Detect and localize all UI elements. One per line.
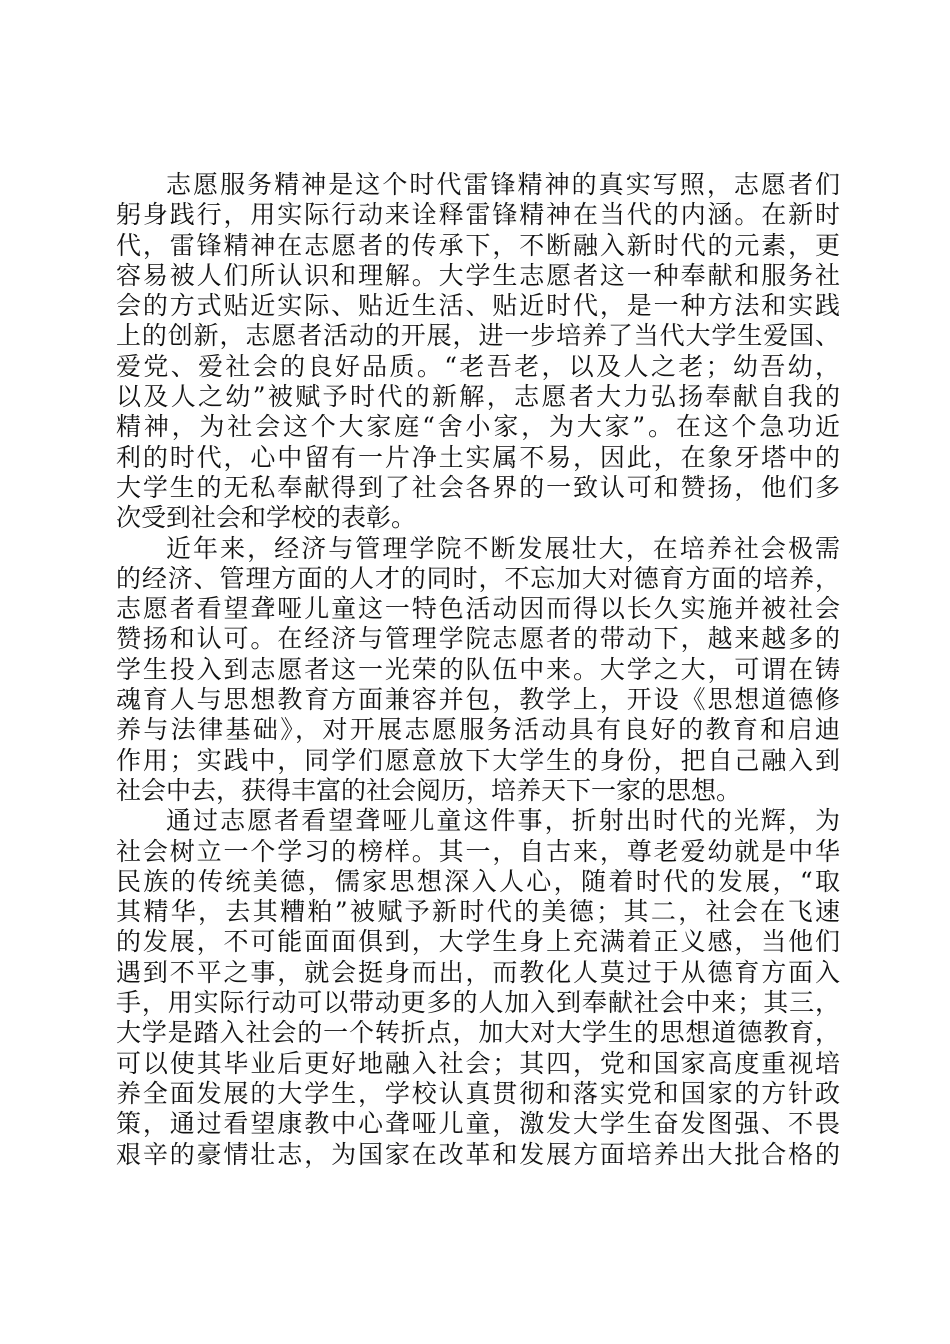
text-line: 养全面发展的大学生，学校认真贯彻和落实党和国家的方针政: [116, 1078, 840, 1108]
text-line: 志愿服务精神是这个时代雷锋精神的真实写照，志愿者们: [166, 170, 840, 199]
text-line: 精神，为社会这个大家庭“舍小家，为大家”。在这个急功近: [116, 412, 840, 442]
text-line: 的发展，不可能面面俱到，大学生身上充满着正义感，当他们: [116, 927, 840, 957]
text-line: 遇到不平之事，就会挺身而出，而教化人莫过于从德育方面入: [116, 957, 840, 987]
text-line: 代，雷锋精神在志愿者的传承下，不断融入新时代的元素，更: [116, 230, 840, 260]
paragraph-1: [116, 170, 840, 534]
text-line: 作用；实践中，同学们愿意放下大学生的身份，把自己融入到: [116, 745, 840, 775]
text-line: 社会中去，获得丰富的社会阅历，培养天下一家的思想。: [116, 775, 742, 805]
text-line: 学生投入到志愿者这一光荣的队伍中来。大学之大，可谓在铸: [116, 654, 840, 684]
paragraph-3: [116, 806, 840, 1170]
text-line: 近年来，经济与管理学院不断发展壮大，在培养社会极需: [166, 533, 840, 563]
text-line: 社会树立一个学习的榜样。其一，自古来，尊老爱幼就是中华: [116, 836, 840, 866]
text-line: 策，通过看望康教中心聋哑儿童，激发大学生奋发图强、不畏: [116, 1109, 840, 1139]
text-line: 大学是踏入社会的一个转折点，加大对大学生的思想道德教育，: [116, 1018, 840, 1048]
text-line: 魂育人与思想教育方面兼容并包，教学上，开设《思想道德修: [116, 685, 840, 715]
text-line: 民族的传统美德，儒家思想深入人心，随着时代的发展，“取: [116, 866, 840, 896]
text-line: 利的时代，心中留有一片净土实属不易，因此，在象牙塔中的: [116, 442, 840, 472]
text-line: 次受到社会和学校的表彰。: [116, 503, 417, 533]
paragraph-2: [116, 534, 840, 807]
text-line: 大学生的无私奉献得到了社会各界的一致认可和赞扬，他们多: [116, 472, 840, 502]
text-line: 志愿者看望聋哑儿童这一特色活动因而得以长久实施并被社会: [116, 594, 840, 624]
text-line: 艰辛的豪情壮志，为国家在改革和发展方面培养出大批合格的: [116, 1139, 840, 1169]
text-line: 容易被人们所认识和理解。大学生志愿者这一种奉献和服务社: [116, 260, 840, 290]
text-line: 可以使其毕业后更好地融入社会；其四，党和国家高度重视培: [116, 1048, 840, 1078]
text-line: 躬身践行，用实际行动来诠释雷锋精神在当代的内涵。在新时: [116, 200, 840, 230]
text-line: 其精华，去其糟粕”被赋予新时代的美德；其二，社会在飞速: [116, 897, 840, 927]
text-line: 上的创新，志愿者活动的开展，进一步培养了当代大学生爱国、: [116, 321, 840, 351]
text-line: 赞扬和认可。在经济与管理学院志愿者的带动下，越来越多的: [116, 624, 840, 654]
text-line: 爱党、爱社会的良好品质。“老吾老，以及人之老；幼吾幼，: [116, 351, 840, 381]
text-line: 养与法律基础》，对开展志愿服务活动具有良好的教育和启迪: [116, 715, 840, 745]
text-line: 以及人之幼”被赋予时代的新解，志愿者大力弘扬奉献自我的: [116, 382, 840, 412]
body-text: [116, 170, 840, 1170]
text-line: 通过志愿者看望聋哑儿童这件事，折射出时代的光辉，为: [166, 806, 840, 836]
text-line: 的经济、管理方面的人才的同时，不忘加大对德育方面的培养，: [116, 563, 840, 593]
text-line: 手，用实际行动可以带动更多的人加入到奉献社会中来；其三，: [116, 988, 840, 1018]
text-line: 会的方式贴近实际、贴近生活、贴近时代，是一种方法和实践: [116, 291, 840, 321]
